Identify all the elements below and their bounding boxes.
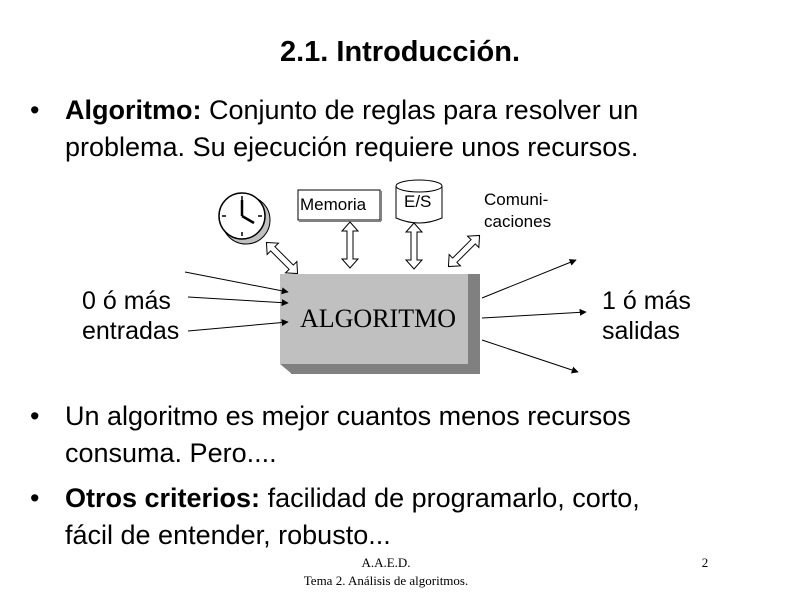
bullet-text-line: Conjunto de reglas para resolver un [201, 95, 639, 125]
memory-arrow [342, 222, 358, 268]
input-arrows [185, 272, 288, 331]
inputs-label-1: 0 ó más [82, 287, 171, 315]
page-number: 2 [701, 555, 709, 570]
resource-arrows [261, 222, 485, 279]
bullet-text-line: problema. Su ejecución requiere unos recursos. [65, 132, 639, 162]
memory-label: Memoria [300, 195, 367, 214]
bullet-symbol: • [30, 483, 40, 513]
comm-arrow [443, 230, 485, 272]
comm-label-1: Comuni- [484, 190, 549, 209]
output-arrows [482, 260, 586, 372]
io-arrow [406, 223, 422, 269]
bullet-symbol: • [30, 401, 40, 431]
footer-course: A.A.E.D. [361, 555, 411, 570]
bullet-text-line: fácil de entender, robusto... [65, 520, 391, 550]
slide-title: 2.1. Introducción. [279, 36, 521, 68]
clock-arrow [261, 237, 303, 279]
bullet-term: Otros criterios: [65, 483, 261, 513]
comm-label-2: caciones [484, 212, 552, 231]
inputs-label-2: entradas [82, 317, 180, 345]
outputs-label-2: salidas [602, 317, 680, 345]
footer-topic: Tema 2. Análisis de algoritmos. [303, 573, 469, 588]
bullet-symbol: • [30, 95, 40, 125]
outputs-label-1: 1 ó más [602, 287, 691, 315]
io-label: E/S [404, 192, 432, 211]
clock-icon [219, 193, 270, 244]
bullet-text-line: consuma. Pero.... [65, 438, 277, 468]
bullet-term: Algoritmo: [65, 95, 202, 125]
algorithm-label: ALGORITMO [300, 304, 456, 333]
bullet-text-line: Un algoritmo es mejor cuantos menos recursos [65, 401, 631, 431]
bullet-text-line: facilidad de programarlo, corto, [260, 483, 640, 513]
